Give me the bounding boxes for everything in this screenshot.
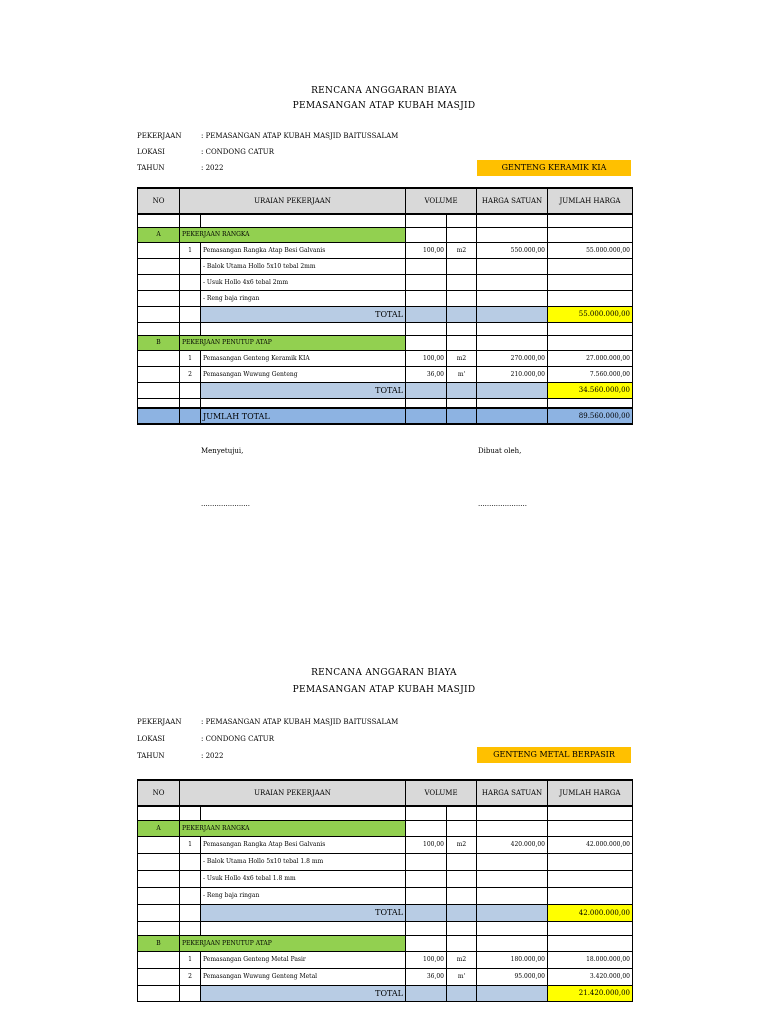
section-row xyxy=(138,820,633,836)
item-no: 2 xyxy=(180,366,201,382)
item-volume: 100,00 xyxy=(406,951,447,968)
item-desc: Pemasangan Rangka Atap Besi Galvanis xyxy=(201,242,406,258)
table-row xyxy=(138,274,633,290)
col-no: NO xyxy=(138,188,180,214)
item-volume: 100,00 xyxy=(406,242,447,258)
section-row xyxy=(138,935,633,951)
item-total: 18.000.000,00 xyxy=(548,951,633,968)
meta-value: : PEMASANGAN ATAP KUBAH MASJID BAITUSSALAM xyxy=(201,718,399,726)
meta-value: : 2022 xyxy=(201,752,224,760)
subtotal-row xyxy=(138,904,633,921)
subtotal-value: 34.560.000,00 xyxy=(548,382,633,398)
signature-line: ...................... xyxy=(478,500,527,508)
item-desc: Pemasangan Rangka Atap Besi Galvanis xyxy=(201,836,406,853)
meta-value: : 2022 xyxy=(201,164,224,172)
budget-table xyxy=(137,187,633,425)
section-label: PEKERJAAN RANGKA xyxy=(180,820,406,836)
meta-label: LOKASI xyxy=(137,735,165,743)
section-label: PEKERJAAN PENUTUP ATAP xyxy=(180,335,406,350)
subtotal-value: 55.000.000,00 xyxy=(548,306,633,322)
item-total: 3.420.000,00 xyxy=(548,968,633,985)
col-no: NO xyxy=(138,780,180,806)
col-jumlah-harga: JUMLAH HARGA xyxy=(548,188,633,214)
col-jumlah-harga: JUMLAH HARGA xyxy=(548,780,633,806)
section-row xyxy=(138,227,633,242)
item-no: 1 xyxy=(180,242,201,258)
meta-label: PEKERJAAN xyxy=(137,718,182,726)
doc-title: RENCANA ANGGARAN BIAYA xyxy=(311,668,457,678)
spacer-row xyxy=(138,921,633,935)
section-no: B xyxy=(138,335,180,350)
section-label: PEKERJAAN PENUTUP ATAP xyxy=(180,935,406,951)
item-desc: Pemasangan Genteng Keramik KIA xyxy=(201,350,406,366)
table-row xyxy=(138,242,633,258)
item-unit: m' xyxy=(447,366,477,382)
col-harga-satuan: HARGA SATUAN xyxy=(477,780,548,806)
doc-subtitle: PEMASANGAN ATAP KUBAH MASJID xyxy=(292,101,476,111)
table-row xyxy=(138,836,633,853)
col-volume: VOLUME xyxy=(406,188,477,214)
material-badge: GENTENG METAL BERPASIR xyxy=(477,747,631,763)
section-no: A xyxy=(138,820,180,836)
item-desc: - Balok Utama Hollo 5x10 tebal 1.8 mm xyxy=(201,853,406,870)
item-unit: m' xyxy=(447,968,477,985)
table-row xyxy=(138,853,633,870)
col-uraian: URAIAN PEKERJAAN xyxy=(180,188,406,214)
item-volume: 100,00 xyxy=(406,350,447,366)
item-unit: m2 xyxy=(447,836,477,853)
item-desc: Pemasangan Genteng Metal Pasir xyxy=(201,951,406,968)
item-desc: - Reng baja ringan xyxy=(201,887,406,904)
item-price: 95.000,00 xyxy=(477,968,548,985)
subtotal-value: 42.000.000,00 xyxy=(548,904,633,921)
grand-total-value: 89.560.000,00 xyxy=(548,408,633,424)
col-uraian: URAIAN PEKERJAAN xyxy=(180,780,406,806)
spacer-row xyxy=(138,214,633,227)
item-volume: 100,00 xyxy=(406,836,447,853)
meta-value: : CONDONG CATUR xyxy=(201,735,274,743)
section-no: B xyxy=(138,935,180,951)
col-harga-satuan: HARGA SATUAN xyxy=(477,188,548,214)
spacer-row xyxy=(138,322,633,335)
section-label: PEKERJAAN RANGKA xyxy=(180,227,406,242)
spacer-row xyxy=(138,806,633,820)
budget-table xyxy=(137,779,633,1002)
item-total: 7.560.000,00 xyxy=(548,366,633,382)
item-desc: - Reng baja ringan xyxy=(201,290,406,306)
meta-label: LOKASI xyxy=(137,148,165,156)
subtotal-label: TOTAL xyxy=(201,382,406,398)
subtotal-row xyxy=(138,306,633,322)
grand-total-row xyxy=(138,408,633,424)
item-volume: 36,00 xyxy=(406,366,447,382)
subtotal-row xyxy=(138,985,633,1001)
table-row xyxy=(138,366,633,382)
item-desc: Pemasangan Wuwung Genteng Metal xyxy=(201,968,406,985)
meta-label: TAHUN xyxy=(137,752,165,760)
table-row xyxy=(138,290,633,306)
table-row xyxy=(138,258,633,274)
approval-label: Menyetujui, xyxy=(201,447,244,455)
item-price: 550.000,00 xyxy=(477,242,548,258)
spacer-row xyxy=(138,398,633,408)
item-unit: m2 xyxy=(447,242,477,258)
meta-label: PEKERJAAN xyxy=(137,132,182,140)
meta-value: : PEMASANGAN ATAP KUBAH MASJID BAITUSSALAM xyxy=(201,132,399,140)
table-row xyxy=(138,350,633,366)
table-row xyxy=(138,968,633,985)
table-header-row xyxy=(138,780,633,806)
table-row xyxy=(138,887,633,904)
subtotal-label: TOTAL xyxy=(201,985,406,1001)
section-no: A xyxy=(138,227,180,242)
made-by-label: Dibuat oleh, xyxy=(478,447,522,455)
doc-title: RENCANA ANGGARAN BIAYA xyxy=(311,86,457,96)
meta-value: : CONDONG CATUR xyxy=(201,148,274,156)
item-unit: m2 xyxy=(447,350,477,366)
item-total: 55.000.000,00 xyxy=(548,242,633,258)
item-no: 1 xyxy=(180,836,201,853)
item-no: 1 xyxy=(180,951,201,968)
subtotal-row xyxy=(138,382,633,398)
item-total: 42.000.000,00 xyxy=(548,836,633,853)
col-volume: VOLUME xyxy=(406,780,477,806)
doc-subtitle: PEMASANGAN ATAP KUBAH MASJID xyxy=(292,685,476,695)
item-price: 270.000,00 xyxy=(477,350,548,366)
item-volume: 36,00 xyxy=(406,968,447,985)
subtotal-value: 21.420.000,00 xyxy=(548,985,633,1001)
section-row xyxy=(138,335,633,350)
item-no: 2 xyxy=(180,968,201,985)
item-desc: - Usuk Hollo 4x6 tebal 1.8 mm xyxy=(201,870,406,887)
subtotal-label: TOTAL xyxy=(201,306,406,322)
table-row xyxy=(138,870,633,887)
material-badge: GENTENG KERAMIK KIA xyxy=(477,160,631,176)
table-header-row xyxy=(138,188,633,214)
subtotal-label: TOTAL xyxy=(201,904,406,921)
item-price: 180.000,00 xyxy=(477,951,548,968)
item-desc: - Balok Utama Hollo 5x10 tebal 2mm xyxy=(201,258,406,274)
item-price: 420.000,00 xyxy=(477,836,548,853)
item-unit: m2 xyxy=(447,951,477,968)
item-price: 210.000,00 xyxy=(477,366,548,382)
meta-label: TAHUN xyxy=(137,164,165,172)
item-desc: - Usuk Hollo 4x6 tebal 2mm xyxy=(201,274,406,290)
item-desc: Pemasangan Wuwung Genteng xyxy=(201,366,406,382)
grand-total-label: JUMLAH TOTAL xyxy=(201,408,406,424)
item-total: 27.000.000,00 xyxy=(548,350,633,366)
item-no: 1 xyxy=(180,350,201,366)
signature-line: ...................... xyxy=(201,500,250,508)
table-row xyxy=(138,951,633,968)
